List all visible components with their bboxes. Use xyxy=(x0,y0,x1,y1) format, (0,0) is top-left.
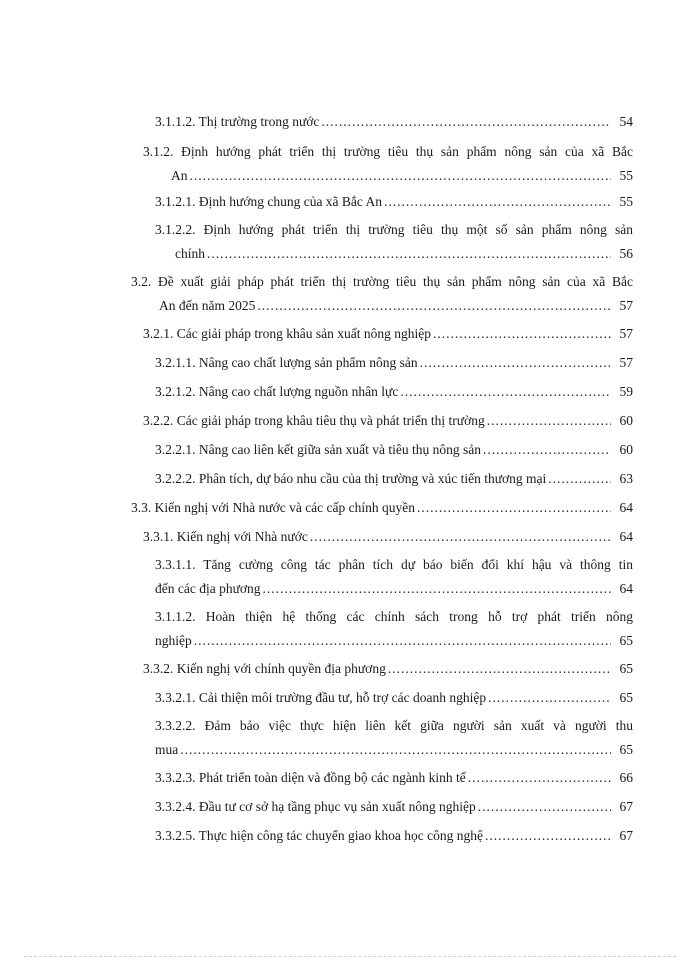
toc-entry-title-continued: mua xyxy=(155,742,179,757)
toc-page-number: 60 xyxy=(619,413,633,428)
toc-entry-3-2-1-1[interactable] xyxy=(155,351,633,375)
leader-dots xyxy=(417,496,611,520)
toc-entry-3-3-1[interactable] xyxy=(143,525,633,549)
toc-entry-title: 3.1.2.2. Định hướng phát triển thị trường tiêu thụ một số sản phẩm nông sản xyxy=(155,222,633,237)
toc-entry-3-3[interactable] xyxy=(131,496,633,520)
toc-entry-3-2[interactable] xyxy=(131,270,633,318)
toc-page-number: 67 xyxy=(619,799,633,814)
toc-page-number: 67 xyxy=(619,828,633,843)
toc-entry-3-2-1[interactable] xyxy=(143,322,633,346)
toc-entry-title: 3.3. Kiến nghị với Nhà nước và các cấp chính quyền xyxy=(131,500,416,515)
toc-entry-3-1-1-2[interactable] xyxy=(155,110,633,134)
leader-dots xyxy=(548,467,611,491)
toc-page-number: 54 xyxy=(619,114,633,129)
toc-entry-title: 3.3.2.4. Đầu tư cơ sở hạ tầng phục vụ sản xuất nông nghiệp xyxy=(155,799,476,814)
toc-entry-title: 3.1.2.1. Định hướng chung của xã Bắc An xyxy=(155,194,383,209)
toc-entry-3-1-1-2-b[interactable] xyxy=(155,605,633,653)
toc-entry-3-3-1-1[interactable] xyxy=(155,553,633,601)
leader-dots xyxy=(400,380,611,404)
leader-dots xyxy=(388,657,611,681)
toc-entry-title: 3.3.1. Kiến nghị với Nhà nước xyxy=(143,529,308,544)
toc-entry-title: 3.2.2.1. Nâng cao liên kết giữa sản xuất và tiêu thụ nông sản xyxy=(155,442,481,457)
leader-dots xyxy=(190,164,612,188)
leader-dots xyxy=(257,294,611,318)
leader-dots xyxy=(420,351,611,375)
leader-dots xyxy=(207,242,611,266)
leader-dots xyxy=(263,577,611,601)
toc-page-number: 57 xyxy=(619,355,633,370)
toc-entry-title: 3.1.1.2. Hoàn thiện hệ thống các chính sách trong hỗ trợ phát triển nông xyxy=(155,609,633,624)
leader-dots xyxy=(488,686,611,710)
leader-dots xyxy=(321,110,611,134)
toc-entry-3-3-2[interactable] xyxy=(143,657,633,681)
toc-entry-title: 3.2. Đề xuất giải pháp phát triển thị trường tiêu thụ sản phẩm nông sản của xã Bắc xyxy=(131,274,633,289)
toc-page-number: 65 xyxy=(619,742,633,757)
toc-entry-3-1-2-1[interactable] xyxy=(155,190,633,214)
toc-page-number: 64 xyxy=(619,581,633,596)
toc-entry-3-3-2-2[interactable] xyxy=(155,714,633,762)
toc-entry-3-3-2-3[interactable] xyxy=(155,766,633,790)
leader-dots xyxy=(468,766,611,790)
toc-entry-title: 3.2.2.2. Phân tích, dự báo nhu cầu của thị trường và xúc tiến thương mại xyxy=(155,471,547,486)
leader-dots xyxy=(310,525,611,549)
toc-page-number: 55 xyxy=(619,194,633,209)
toc-entry-title-continued: chính xyxy=(175,246,205,261)
toc-entry-3-1-2-2[interactable] xyxy=(155,218,633,266)
toc-entry-title: 3.2.1.2. Nâng cao chất lượng nguồn nhân lực xyxy=(155,384,399,399)
toc-page-number: 55 xyxy=(619,168,633,183)
toc-entry-3-3-2-1[interactable] xyxy=(155,686,633,710)
toc-page-number: 65 xyxy=(619,690,633,705)
toc-entry-title: 3.3.2.2. Đảm bảo việc thực hiện liên kết giữa người sản xuất và người thu xyxy=(155,718,633,733)
toc-entry-title: 3.2.2. Các giải pháp trong khâu tiêu thụ và phát triển thị trường xyxy=(143,413,485,428)
leader-dots xyxy=(485,824,611,848)
toc-entry-3-2-2-1[interactable] xyxy=(155,438,633,462)
toc-entry-title: 3.3.2. Kiến nghị với chính quyền địa phương xyxy=(143,661,386,676)
toc-entry-title: 3.2.1.1. Nâng cao chất lượng sản phẩm nông sản xyxy=(155,355,418,370)
toc-page-number: 57 xyxy=(619,326,633,341)
toc-entry-3-2-2[interactable] xyxy=(143,409,633,433)
leader-dots xyxy=(483,438,611,462)
toc-entry-title: 3.3.2.5. Thực hiện công tác chuyển giao khoa học công nghệ xyxy=(155,828,483,843)
toc-entry-title: 3.3.2.1. Cải thiện môi trường đầu tư, hỗ trợ các doanh nghiệp xyxy=(155,690,487,705)
toc-entry-title: 3.3.1.1. Tăng cường công tác phân tích dự báo biến đổi khí hậu và thông tin xyxy=(155,557,633,572)
toc-page-number: 64 xyxy=(619,500,633,515)
toc-entry-3-2-2-2[interactable] xyxy=(155,467,633,491)
toc-entry-title-continued: nghiệp xyxy=(155,633,192,648)
leader-dots xyxy=(180,738,611,762)
toc-page-number: 65 xyxy=(619,661,633,676)
toc-entry-title-continued: An đến năm 2025 xyxy=(159,298,256,313)
toc-entry-title: 3.1.1.2. Thị trường trong nước xyxy=(155,114,320,129)
toc-entry-title-continued: An xyxy=(171,168,188,183)
toc-entry-title: 3.1.2. Định hướng phát triển thị trường tiêu thụ sản phẩm nông sản của xã Bắc xyxy=(143,144,633,159)
leader-dots xyxy=(194,629,611,653)
toc-page-number: 65 xyxy=(619,633,633,648)
toc-page-number: 66 xyxy=(619,770,633,785)
toc-entry-title: 3.2.1. Các giải pháp trong khâu sản xuất nông nghiệp xyxy=(143,326,431,341)
toc-entry-title-continued: đến các địa phương xyxy=(155,581,261,596)
leader-dots xyxy=(433,322,611,346)
toc-entry-title: 3.3.2.3. Phát triển toàn diện và đồng bộ các ngành kinh tế xyxy=(155,770,466,785)
toc-entry-3-1-2[interactable] xyxy=(143,140,633,188)
leader-dots xyxy=(478,795,611,819)
toc-page-number: 59 xyxy=(619,384,633,399)
toc-page-number: 60 xyxy=(619,442,633,457)
toc-entry-3-3-2-4[interactable] xyxy=(155,795,633,819)
page-bottom-edge xyxy=(24,956,676,957)
toc-page-number: 57 xyxy=(619,298,633,313)
toc-page-number: 56 xyxy=(619,246,633,261)
toc-page-number: 64 xyxy=(619,529,633,544)
leader-dots xyxy=(487,409,611,433)
toc-entry-3-3-2-5[interactable] xyxy=(155,824,633,848)
toc-entry-3-2-1-2[interactable] xyxy=(155,380,633,404)
leader-dots xyxy=(384,190,611,214)
toc-page-number: 63 xyxy=(619,471,633,486)
